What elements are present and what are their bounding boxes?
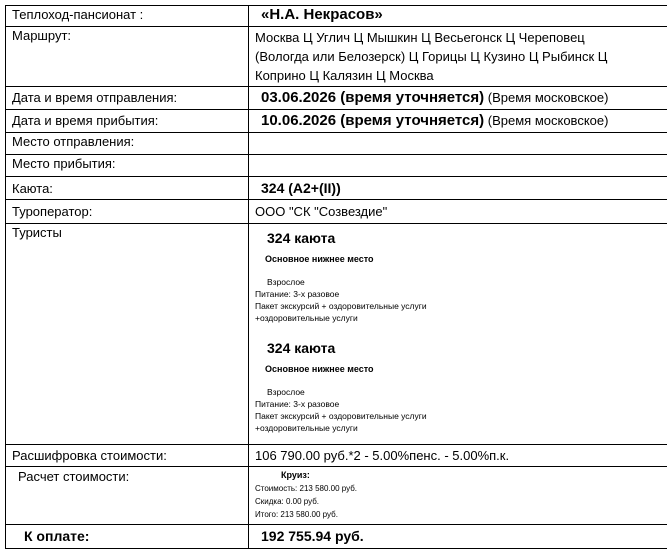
- payment-value: 192 755.94 руб.: [249, 525, 667, 549]
- payment-label: К оплате:: [6, 525, 249, 549]
- tourists-list: [249, 224, 667, 445]
- departure-datetime-row: [6, 87, 667, 110]
- operator-label: Туроператор:: [6, 200, 249, 224]
- cost-calc-cost: Стоимость: 213 580.00 руб.: [255, 482, 667, 495]
- tourist-entry: [255, 230, 667, 334]
- departure-place-value: [249, 133, 667, 155]
- cost-calc-title: Круиз:: [255, 469, 667, 482]
- operator-value: ООО "СК "Созвездие": [249, 200, 667, 224]
- cost-calc-discount: Скидка: 0.00 руб.: [255, 495, 667, 508]
- tourist-meals: Питание: 3-х разовое: [255, 398, 667, 410]
- arrival-place-value: [249, 155, 667, 177]
- tourist-extra: +оздоровительные услуги: [255, 422, 667, 434]
- arrival-place-row: [6, 155, 667, 177]
- tourist-age: Взрослое: [255, 386, 667, 398]
- route-line: (Вологда или Белозерск) Ц Горицы Ц Кузино Ц Рыбинск Ц: [255, 47, 667, 66]
- payment-row: [6, 525, 667, 549]
- tourist-age: Взрослое: [255, 276, 667, 288]
- cost-calc-row: [6, 467, 667, 525]
- cost-breakdown-row: [6, 445, 667, 467]
- route-label: Маршрут:: [6, 27, 249, 87]
- tourist-cabin: 324 каюта: [267, 230, 667, 247]
- cabin-row: [6, 177, 667, 200]
- route-value: [249, 27, 667, 87]
- cruise-voucher-table: [5, 5, 667, 549]
- tourist-berth: Основное нижнее место: [265, 251, 667, 268]
- route-line: Коприно Ц Калязин Ц Москва: [255, 66, 667, 85]
- tourist-extra: +оздоровительные услуги: [255, 312, 667, 324]
- route-row: [6, 27, 667, 87]
- ship-label: Теплоход-пансионат :: [6, 6, 249, 27]
- departure-place-label: Место отправления:: [6, 133, 249, 155]
- arrival-datetime-value: 10.06.2026 (время уточняется) (Время московское): [249, 110, 667, 133]
- ship-row: [6, 6, 667, 27]
- cost-calc-total: Итого: 213 580.00 руб.: [255, 508, 667, 521]
- tourist-cabin: 324 каюта: [267, 340, 667, 357]
- tourist-entry: [255, 340, 667, 444]
- tourists-row: [6, 224, 667, 445]
- departure-datetime-label: Дата и время отправления:: [6, 87, 249, 110]
- tourists-label: Туристы: [6, 224, 249, 445]
- operator-row: [6, 200, 667, 224]
- route-line: Москва Ц Углич Ц Мышкин Ц Весьегонск Ц Череповец: [255, 28, 667, 47]
- cabin-label: Каюта:: [6, 177, 249, 200]
- cost-calc-details: [249, 467, 667, 525]
- arrival-datetime-label: Дата и время прибытия:: [6, 110, 249, 133]
- tourist-package: Пакет экскурсий + оздоровительные услуги: [255, 300, 667, 312]
- ship-name: «Н.А. Некрасов»: [249, 6, 667, 27]
- tourist-meals: Питание: 3-х разовое: [255, 288, 667, 300]
- tourist-package: Пакет экскурсий + оздоровительные услуги: [255, 410, 667, 422]
- tourist-berth: Основное нижнее место: [265, 361, 667, 378]
- cabin-value: 324 (А2+(II)): [249, 177, 667, 200]
- cost-breakdown-value: 106 790.00 руб.*2 - 5.00%пенс. - 5.00%п.к.: [249, 445, 667, 467]
- departure-place-row: [6, 133, 667, 155]
- cost-breakdown-label: Расшифровка стоимости:: [6, 445, 249, 467]
- cost-calc-label: Расчет стоимости:: [6, 467, 249, 525]
- departure-datetime-value: 03.06.2026 (время уточняется) (Время московское): [249, 87, 667, 110]
- arrival-place-label: Место прибытия:: [6, 155, 249, 177]
- arrival-datetime-row: [6, 110, 667, 133]
